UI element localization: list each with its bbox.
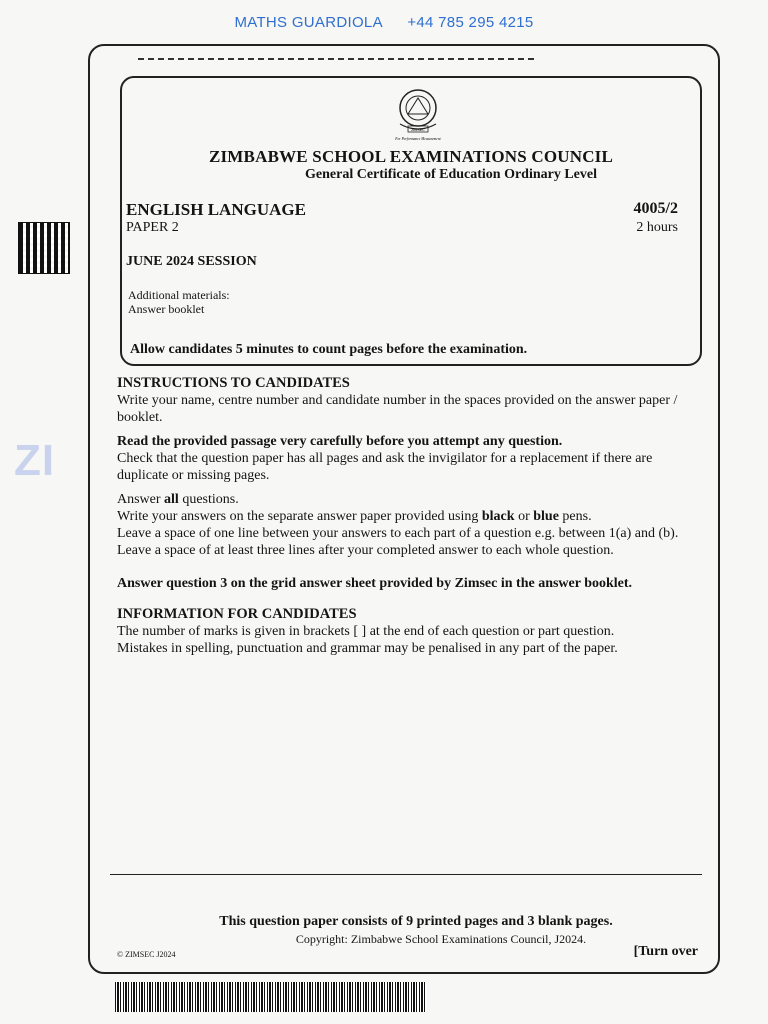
exam-session: JUNE 2024 SESSION [126, 254, 257, 269]
instructions-answer-all [117, 491, 697, 508]
write-blue: blue [533, 509, 559, 524]
zimsec-emblem-icon [394, 84, 442, 142]
paper-number: PAPER 2 [126, 220, 179, 235]
information-heading: INFORMATION FOR CANDIDATES [117, 606, 357, 622]
allow-note: Allow candidates 5 minutes to count pages before the examination. [130, 342, 528, 357]
watermark-name: MATHS GUARDIOLA [234, 14, 383, 31]
instructions-q3: Answer question 3 on the grid answer sheet provided by Zimsec in the answer booklet. [117, 576, 633, 591]
watermark [0, 14, 768, 31]
candidate-name-lines [138, 58, 534, 66]
additional-materials [128, 288, 230, 316]
materials-item: Answer booklet [128, 302, 205, 316]
materials-label: Additional materials: [128, 288, 230, 302]
turn-over: [Turn over [633, 944, 698, 959]
council-title: ZIMBABWE SCHOOL EXAMINATIONS COUNCIL [208, 147, 614, 166]
answer-post: questions. [178, 492, 239, 507]
paper-code: 4005/2 [633, 200, 678, 217]
footer-divider [110, 874, 702, 875]
write-pre: Write your answers on the separate answer paper provided using [117, 509, 482, 524]
instructions-check: Check that the question paper has all pages and ask the invigilator for a replacement if there are duplicate or missing pages. [117, 451, 653, 483]
instructions-read: Read the provided passage very carefully before you attempt any question. [117, 434, 563, 449]
answer-pre: Answer [117, 492, 165, 507]
emblem-label: ZIMSEC [411, 128, 425, 132]
instructions-line1: Write your name, centre number and candidate number in the spaces provided on the answer paper / booklet. [117, 393, 678, 425]
instructions-leave: Leave a space of one line between your answers to each part of a question e.g. between 1(a) and (b). Leave a space of at least three lines after your completed answer to each whole question. [117, 526, 679, 558]
certificate-title: General Certificate of Education Ordinary Level [305, 167, 597, 182]
information-mistakes: Mistakes in spelling, punctuation and grammar may be penalised in any part of the paper. [117, 641, 618, 656]
barcode [115, 982, 427, 1012]
side-mark: ZI [14, 436, 56, 485]
instructions-write [117, 508, 697, 525]
write-or: or [514, 509, 534, 524]
qr-code [18, 222, 70, 274]
answer-bold: all [164, 492, 179, 507]
zimsec-code: © ZIMSEC J2024 [117, 950, 176, 959]
instructions-heading: INSTRUCTIONS TO CANDIDATES [117, 375, 350, 391]
copyright: Copyright: Zimbabwe School Examinations Council, J2024. [295, 932, 587, 946]
pages-note: This question paper consists of 9 printed pages and 3 blank pages. [219, 914, 613, 929]
information-marks: The number of marks is given in brackets [ ] at the end of each question or part question. [117, 624, 615, 639]
instructions-section [117, 375, 697, 657]
watermark-phone: +44 785 295 4215 [407, 14, 534, 31]
emblem-motto: For Performance Measurement [395, 137, 441, 141]
write-black: black [481, 509, 515, 524]
subject-title: ENGLISH LANGUAGE [126, 200, 306, 219]
exam-duration: 2 hours [636, 220, 678, 235]
write-post: pens. [558, 509, 592, 524]
